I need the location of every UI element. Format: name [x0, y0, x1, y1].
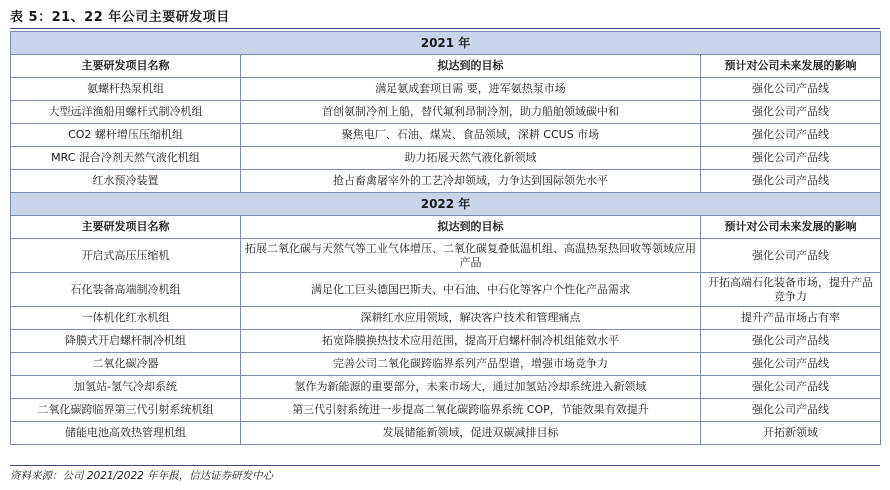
table-row: [11, 78, 881, 101]
header-goal: 拟达到的目标: [241, 216, 701, 239]
header-goal: 拟达到的目标: [241, 55, 701, 78]
project-name: 一体机化红水机组: [11, 307, 241, 330]
project-goal: 第三代引射系统进一步提高二氧化碳跨临界系统 COP，节能效果有效提升: [241, 399, 701, 422]
project-impact: 强化公司产品线: [701, 170, 881, 193]
project-impact: 强化公司产品线: [701, 78, 881, 101]
table-row: [11, 353, 881, 376]
project-impact: 强化公司产品线: [701, 353, 881, 376]
table-row: [11, 422, 881, 445]
project-goal: 拓宽降膜换热技术应用范围，提高开启螺杆制冷机组能效水平: [241, 330, 701, 353]
project-goal: 发展储能新领域，促进双碳减排目标: [241, 422, 701, 445]
project-impact: 强化公司产品线: [701, 399, 881, 422]
year-label: 2021 年: [11, 32, 881, 55]
project-impact: 强化公司产品线: [701, 124, 881, 147]
source-divider: [10, 465, 880, 466]
project-impact: 强化公司产品线: [701, 147, 881, 170]
header-impact: 预计对公司未来发展的影响: [701, 55, 881, 78]
table-row: [11, 399, 881, 422]
project-impact: 开拓新领域: [701, 422, 881, 445]
table-row: [11, 330, 881, 353]
year-header-2022: [11, 193, 881, 216]
project-name: 降膜式开启螺杆制冷机组: [11, 330, 241, 353]
project-goal: 聚焦电厂、石油、煤炭、食品领域，深耕 CCUS 市场: [241, 124, 701, 147]
project-name: CO2 螺杆增压压缩机组: [11, 124, 241, 147]
header-name: 主要研发项目名称: [11, 55, 241, 78]
project-goal: 拓展二氧化碳与天然气等工业气体增压、二氧化碳复叠低温机组、高温热泵热回收等领域应用产品: [241, 239, 701, 273]
column-header-row: [11, 55, 881, 78]
project-name: 氨螺杆热泵机组: [11, 78, 241, 101]
table-row: [11, 170, 881, 193]
caption-divider: [10, 28, 880, 29]
rd-projects-table: [10, 31, 881, 445]
project-name: 加氢站-氢气冷却系统: [11, 376, 241, 399]
project-goal: 满足氨成套项目需 要，进军氨热泵市场: [241, 78, 701, 101]
project-goal: 抢占畜禽屠宰外的工艺冷却领域，力争达到国际领先水平: [241, 170, 701, 193]
project-name: 储能电池高效热管理机组: [11, 422, 241, 445]
table-row: [11, 376, 881, 399]
table-row: [11, 147, 881, 170]
project-impact: 强化公司产品线: [701, 101, 881, 124]
column-header-row: [11, 216, 881, 239]
project-impact: 开拓高端石化装备市场，提升产品竞争力: [701, 273, 881, 307]
project-goal: 首创氨制冷剂上船，替代氟利昂制冷剂，助力船舶领域碳中和: [241, 101, 701, 124]
project-impact: 强化公司产品线: [701, 239, 881, 273]
project-impact: 提升产品市场占有率: [701, 307, 881, 330]
table-row: [11, 101, 881, 124]
project-name: 二氧化碳跨临界第三代引射系统机组: [11, 399, 241, 422]
project-impact: 强化公司产品线: [701, 376, 881, 399]
header-name: 主要研发项目名称: [11, 216, 241, 239]
project-goal: 满足化工巨头德国巴斯夫、中石油、中石化等客户个性化产品需求: [241, 273, 701, 307]
project-name: MRC 混合冷剂天然气液化机组: [11, 147, 241, 170]
table-row: [11, 124, 881, 147]
project-goal: 完善公司二氧化碳跨临界系列产品型谱，增强市场竞争力: [241, 353, 701, 376]
table-row: [11, 239, 881, 273]
project-name: 石化装备高端制冷机组: [11, 273, 241, 307]
project-name: 红水预冷装置: [11, 170, 241, 193]
project-goal: 助力拓展天然气液化新领域: [241, 147, 701, 170]
table-caption: 表 5：21、22 年公司主要研发项目: [10, 10, 230, 25]
source-note: 资料来源：公司 2021/2022 年年报，信达证券研发中心: [10, 470, 274, 482]
project-goal: 深耕红水应用领域，解决客户技术和管理痛点: [241, 307, 701, 330]
table-row: [11, 273, 881, 307]
project-name: 开启式高压压缩机: [11, 239, 241, 273]
project-name: 大型远洋渔船用螺杆式制冷机组: [11, 101, 241, 124]
project-name: 二氧化碳冷器: [11, 353, 241, 376]
year-header-2021: [11, 32, 881, 55]
header-impact: 预计对公司未来发展的影响: [701, 216, 881, 239]
project-impact: 强化公司产品线: [701, 330, 881, 353]
year-label: 2022 年: [11, 193, 881, 216]
project-goal: 氢作为新能源的重要部分，未来市场大，通过加氢站冷却系统进入新领域: [241, 376, 701, 399]
table-row: [11, 307, 881, 330]
